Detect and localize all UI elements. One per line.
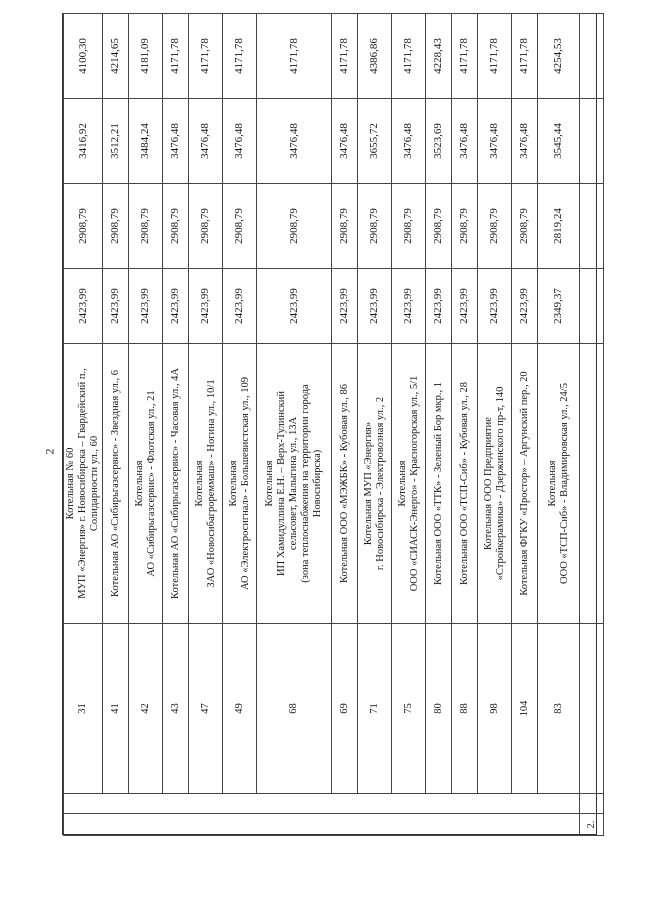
value-cell-3: 3512,21 bbox=[103, 99, 129, 184]
left-merged-cell bbox=[64, 814, 580, 836]
table-row bbox=[223, 14, 257, 836]
table-row bbox=[257, 14, 332, 836]
footer-empty-cell bbox=[580, 99, 604, 184]
boiler-name-line: АО «Электросигнал» - Большевистская ул., 109 bbox=[239, 376, 251, 591]
footer-number-cell: 2. bbox=[580, 814, 604, 836]
table-row bbox=[129, 14, 163, 836]
boiler-name-line: Котельная МУП «Энергия» bbox=[362, 421, 374, 546]
boiler-name-cell bbox=[257, 344, 332, 624]
value-cell-1: 2423,99 bbox=[358, 269, 392, 344]
boiler-name-cell bbox=[426, 344, 452, 624]
value-cell-1: 2423,99 bbox=[64, 269, 103, 344]
value-cell-1: 2423,99 bbox=[478, 269, 512, 344]
boiler-name-cell bbox=[223, 344, 257, 624]
table-row bbox=[189, 14, 223, 836]
value-cell-1: 2423,99 bbox=[512, 269, 538, 344]
page-number: 2 bbox=[42, 448, 57, 455]
value-cell-2: 2908,79 bbox=[512, 184, 538, 269]
footer-empty-cell bbox=[580, 794, 604, 814]
boiler-name-cell bbox=[538, 344, 580, 624]
value-cell-3: 3476,48 bbox=[223, 99, 257, 184]
value-cell-1: 2423,99 bbox=[163, 269, 189, 344]
value-cell-2: 2908,79 bbox=[478, 184, 512, 269]
value-cell-2: 2908,79 bbox=[163, 184, 189, 269]
value-cell-3: 3476,48 bbox=[257, 99, 332, 184]
row-number-cell: 71 bbox=[358, 624, 392, 794]
boiler-name-line: Новосибирска) bbox=[312, 449, 324, 518]
value-cell-4: 4171,78 bbox=[392, 14, 426, 99]
table-row bbox=[392, 14, 426, 836]
value-cell-2: 2908,79 bbox=[426, 184, 452, 269]
boiler-name-line: Котельная bbox=[193, 460, 205, 507]
table-body bbox=[64, 14, 604, 836]
row-number-cell: 47 bbox=[189, 624, 223, 794]
table-row bbox=[452, 14, 478, 836]
table-row bbox=[64, 14, 103, 836]
value-cell-2: 2908,79 bbox=[189, 184, 223, 269]
boiler-name-line: Котельная ООО «ТТК» - Зеленый Бор мкр., 1 bbox=[432, 381, 444, 586]
value-cell-3: 3484,24 bbox=[129, 99, 163, 184]
boiler-name-line: Солидарности ул., 60 bbox=[89, 435, 101, 532]
boiler-name-line: Котельная bbox=[546, 460, 558, 507]
boiler-name-line: Котельная № 60 bbox=[65, 447, 76, 520]
boiler-name-line: «Стройкерамика» - Дзержинского пр-т, 140 bbox=[494, 386, 506, 581]
value-cell-3: 3476,48 bbox=[512, 99, 538, 184]
table-row bbox=[358, 14, 392, 836]
boiler-name-cell bbox=[452, 344, 478, 624]
boiler-name-cell bbox=[189, 344, 223, 624]
value-cell-4: 4100,30 bbox=[64, 14, 103, 99]
boiler-name-cell bbox=[64, 344, 103, 624]
boiler-name-line: Котельная ФГКУ «Простор» – Аргунский пер., 20 bbox=[518, 371, 530, 596]
boiler-name-line: МУП «Энергия» г. Новосибирска – Гвардейский п., bbox=[77, 368, 89, 599]
value-cell-2: 2908,79 bbox=[358, 184, 392, 269]
value-cell-4: 4254,53 bbox=[538, 14, 580, 99]
boiler-name-line: (зона теплоснабжения на территории города bbox=[300, 384, 312, 583]
value-cell-3: 3476,48 bbox=[452, 99, 478, 184]
value-cell-2: 2908,79 bbox=[223, 184, 257, 269]
value-cell-1: 2423,99 bbox=[189, 269, 223, 344]
tariff-table bbox=[63, 13, 604, 836]
boiler-name-cell bbox=[103, 344, 129, 624]
footer-empty-cell bbox=[580, 14, 604, 99]
row-number-cell: 68 bbox=[257, 624, 332, 794]
value-cell-3: 3476,48 bbox=[189, 99, 223, 184]
value-cell-1: 2423,99 bbox=[129, 269, 163, 344]
boiler-name-cell bbox=[512, 344, 538, 624]
value-cell-4: 4171,78 bbox=[189, 14, 223, 99]
row-number-cell: 75 bbox=[392, 624, 426, 794]
value-cell-4: 4171,78 bbox=[163, 14, 189, 99]
value-cell-4: 4171,78 bbox=[478, 14, 512, 99]
boiler-name-cell bbox=[129, 344, 163, 624]
value-cell-1: 2423,99 bbox=[103, 269, 129, 344]
boiler-name-line: АО «Сибирьгазсервис» - Флотская ул., 21 bbox=[145, 390, 157, 577]
boiler-name-cell bbox=[478, 344, 512, 624]
table-row bbox=[512, 14, 538, 836]
value-cell-1: 2423,99 bbox=[223, 269, 257, 344]
boiler-name-line: Котельная ООО «ТСП-Сиб» - Кубовая ул., 28 bbox=[458, 382, 470, 585]
value-cell-3: 3545,44 bbox=[538, 99, 580, 184]
value-cell-1: 2423,99 bbox=[332, 269, 358, 344]
value-cell-4: 4171,78 bbox=[452, 14, 478, 99]
boiler-name-line: ЗАО «Новосибагрореммаш» - Ногина ул., 10/1 bbox=[205, 379, 217, 588]
boiler-name-line: ООО «ТСП-Сиб» - Владимировская ул., 24/5 bbox=[558, 383, 570, 584]
value-cell-4: 4171,78 bbox=[223, 14, 257, 99]
boiler-name-line: Котельная АО «Сибирьгазсервис» - Звездная ул., 6 bbox=[109, 370, 121, 597]
boiler-name-line: Котельная ООО «МЭЖБК» - Кубовая ул., 86 bbox=[338, 384, 350, 583]
boiler-name-line: ИП Хамидуллина Е.Н. – Верх-Тулинский bbox=[276, 391, 288, 576]
table-row bbox=[538, 14, 580, 836]
boiler-name-cell bbox=[358, 344, 392, 624]
boiler-name-cell bbox=[163, 344, 189, 624]
boiler-name-line: Котельная ООО Предприятие bbox=[482, 417, 494, 550]
boiler-name-line: Котельная bbox=[133, 460, 145, 507]
value-cell-2: 2908,79 bbox=[452, 184, 478, 269]
footer-empty-cell bbox=[580, 269, 604, 344]
boiler-name-line: г. Новосибирска - Электровозная ул., 2 bbox=[374, 396, 386, 571]
footer-empty-cell bbox=[580, 344, 604, 624]
value-cell-3: 3416,92 bbox=[64, 99, 103, 184]
row-number-cell: 42 bbox=[129, 624, 163, 794]
value-cell-1: 2423,99 bbox=[452, 269, 478, 344]
value-cell-1: 2423,99 bbox=[426, 269, 452, 344]
rotated-table-container bbox=[63, 14, 598, 836]
boiler-name-cell bbox=[392, 344, 426, 624]
spacer-merged-cell bbox=[64, 794, 580, 814]
boiler-name-line: Котельная bbox=[396, 460, 408, 507]
row-number-cell: 80 bbox=[426, 624, 452, 794]
row-number-cell: 98 bbox=[478, 624, 512, 794]
row-number-cell: 41 bbox=[103, 624, 129, 794]
value-cell-4: 4171,78 bbox=[512, 14, 538, 99]
value-cell-3: 3655,72 bbox=[358, 99, 392, 184]
value-cell-3: 3523,69 bbox=[426, 99, 452, 184]
value-cell-2: 2908,79 bbox=[103, 184, 129, 269]
row-number-cell: 83 bbox=[538, 624, 580, 794]
row-number-cell: 43 bbox=[163, 624, 189, 794]
value-cell-1: 2423,99 bbox=[257, 269, 332, 344]
value-cell-2: 2908,79 bbox=[129, 184, 163, 269]
row-number-cell: 104 bbox=[512, 624, 538, 794]
boiler-name-line: Котельная bbox=[227, 460, 239, 507]
boiler-name-line: сельсовет, Малыгина ул., 13А bbox=[288, 416, 300, 551]
value-cell-3: 3476,48 bbox=[332, 99, 358, 184]
value-cell-4: 4181,09 bbox=[129, 14, 163, 99]
table-row bbox=[332, 14, 358, 836]
boiler-name-line: ООО «СИАСК-Энерго» - Красногорская ул., 5/1 bbox=[408, 375, 420, 592]
row-number-cell: 69 bbox=[332, 624, 358, 794]
tariff-table-frame bbox=[62, 13, 597, 835]
value-cell-1: 2423,99 bbox=[392, 269, 426, 344]
value-cell-3: 3476,48 bbox=[478, 99, 512, 184]
value-cell-2: 2908,79 bbox=[332, 184, 358, 269]
value-cell-2: 2908,79 bbox=[64, 184, 103, 269]
value-cell-1: 2349,37 bbox=[538, 269, 580, 344]
value-cell-2: 2819,24 bbox=[538, 184, 580, 269]
footer-row bbox=[580, 14, 604, 836]
value-cell-3: 3476,48 bbox=[163, 99, 189, 184]
value-cell-4: 4171,78 bbox=[332, 14, 358, 99]
row-number-cell: 88 bbox=[452, 624, 478, 794]
boiler-name-line: Котельная АО «Сибирьгазсервис» - Часовая ул., 4А bbox=[169, 368, 181, 599]
boiler-name-line: Котельная bbox=[264, 460, 276, 507]
value-cell-4: 4171,78 bbox=[257, 14, 332, 99]
table-row bbox=[478, 14, 512, 836]
value-cell-4: 4386,86 bbox=[358, 14, 392, 99]
value-cell-3: 3476,48 bbox=[392, 99, 426, 184]
table-row bbox=[163, 14, 189, 836]
footer-empty-cell bbox=[580, 624, 604, 794]
value-cell-4: 4228,43 bbox=[426, 14, 452, 99]
value-cell-2: 2908,79 bbox=[257, 184, 332, 269]
table-row bbox=[426, 14, 452, 836]
value-cell-2: 2908,79 bbox=[392, 184, 426, 269]
boiler-name-cell bbox=[332, 344, 358, 624]
row-number-cell: 49 bbox=[223, 624, 257, 794]
value-cell-4: 4214,65 bbox=[103, 14, 129, 99]
footer-empty-cell bbox=[580, 184, 604, 269]
row-number-cell: 31 bbox=[64, 624, 103, 794]
table-row bbox=[103, 14, 129, 836]
